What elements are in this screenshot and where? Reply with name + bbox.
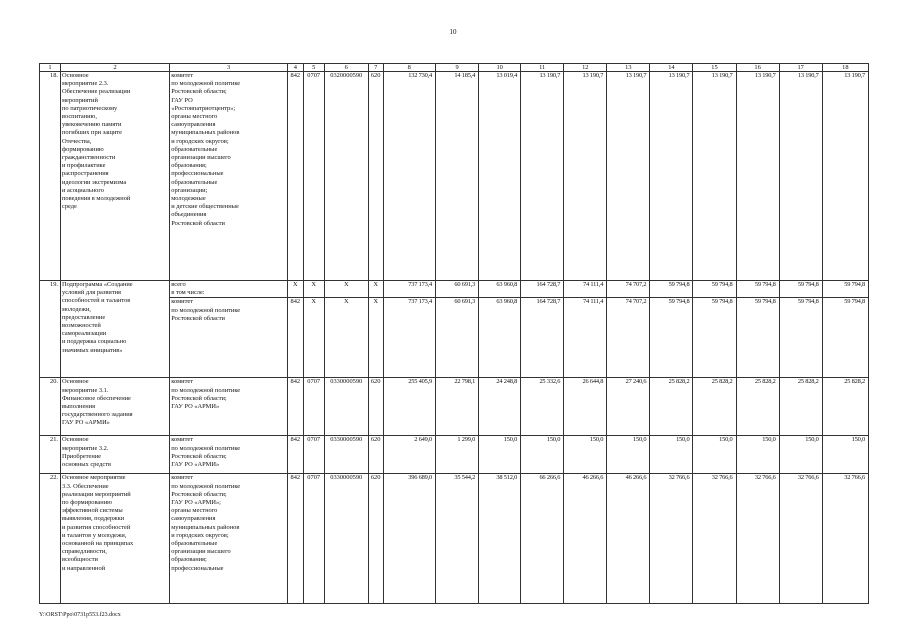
amount-cell: 25 828,2 — [650, 378, 693, 436]
amount-cell: 164 728,7 — [521, 298, 564, 378]
row-number: 21. — [40, 436, 61, 474]
amount-cell: 150,0 — [779, 436, 822, 474]
section-code: 0707 — [303, 474, 324, 604]
amount-cell: 24 248,8 — [479, 378, 521, 436]
row-number: 18. — [40, 72, 61, 281]
expense-type-code: 620 — [368, 474, 383, 604]
amount-cell: 59 794,8 — [736, 298, 779, 378]
amount-cell: 35 544,2 — [436, 474, 479, 604]
executor: комитет по молодежной политике Ростовской области — [170, 298, 288, 378]
expense-type-code: X — [368, 298, 383, 378]
amount-cell: 32 766,6 — [693, 474, 736, 604]
expense-type-code: 620 — [368, 436, 383, 474]
amount-cell: 25 828,2 — [779, 378, 822, 436]
program-name: Основное мероприятие 2.3. Обеспечение реализации мероприятий по патриотическому воспитанию, увековечению памяти погибших при защите Отечества, формированию гражданственности и профилактике распространения идеологии экстремизма и асоциального поведения в молодежной среде — [61, 72, 170, 281]
amount-cell: 38 512,0 — [479, 474, 521, 604]
grbs-code: 842 — [287, 378, 303, 436]
amount-cell: 74 707,2 — [607, 298, 650, 378]
amount-cell: 59 794,8 — [693, 298, 736, 378]
amount-cell: 150,0 — [736, 436, 779, 474]
amount-cell: 13 190,7 — [822, 72, 868, 281]
column-number-header: 18 — [822, 64, 868, 72]
amount-cell: 13 190,7 — [607, 72, 650, 281]
amount-cell: 737 173,4 — [383, 298, 436, 378]
amount-cell: 32 766,6 — [736, 474, 779, 604]
amount-cell: 59 794,8 — [779, 298, 822, 378]
column-number-header: 11 — [521, 64, 564, 72]
amount-cell: 59 794,8 — [779, 281, 822, 298]
column-number-header: 13 — [607, 64, 650, 72]
table-row — [40, 436, 869, 474]
amount-cell: 150,0 — [650, 436, 693, 474]
table-row — [40, 281, 869, 298]
expense-type-code: 620 — [368, 72, 383, 281]
section-code: X — [303, 298, 324, 378]
amount-cell: 26 644,8 — [564, 378, 607, 436]
amount-cell: 74 111,4 — [564, 298, 607, 378]
amount-cell: 14 185,4 — [436, 72, 479, 281]
amount-cell: 25 828,2 — [822, 378, 868, 436]
section-code: 0707 — [303, 378, 324, 436]
amount-cell: 255 405,9 — [383, 378, 436, 436]
amount-cell: 164 728,7 — [521, 281, 564, 298]
table-row — [40, 474, 869, 604]
amount-cell: 13 190,7 — [736, 72, 779, 281]
grbs-code: 842 — [287, 436, 303, 474]
row-number: 19. — [40, 281, 61, 378]
amount-cell: 2 649,0 — [383, 436, 436, 474]
amount-cell: 22 798,1 — [436, 378, 479, 436]
grbs-code: 842 — [287, 474, 303, 604]
amount-cell: 59 794,8 — [822, 298, 868, 378]
amount-cell: 63 960,8 — [479, 298, 521, 378]
program-name: Основное мероприятие 3.1. Финансовое обеспечение выполнения государственного задания ГАУ РО «АРМИ» — [61, 378, 170, 436]
amount-cell: 150,0 — [521, 436, 564, 474]
column-number-header: 8 — [383, 64, 436, 72]
amount-cell: 66 266,6 — [521, 474, 564, 604]
column-number-header: 10 — [479, 64, 521, 72]
amount-cell: 132 730,4 — [383, 72, 436, 281]
amount-cell: 59 794,8 — [650, 281, 693, 298]
amount-cell: 59 794,8 — [650, 298, 693, 378]
section-code: 0707 — [303, 72, 324, 281]
amount-cell: 32 766,6 — [650, 474, 693, 604]
table-row — [40, 72, 869, 281]
amount-cell: 27 240,6 — [607, 378, 650, 436]
column-number-header: 6 — [324, 64, 368, 72]
amount-cell: 150,0 — [822, 436, 868, 474]
budget-table — [39, 63, 869, 604]
column-number-header: 2 — [61, 64, 170, 72]
amount-cell: 13 190,7 — [564, 72, 607, 281]
column-number-header: 14 — [650, 64, 693, 72]
amount-cell: 46 266,6 — [564, 474, 607, 604]
amount-cell: 25 828,2 — [736, 378, 779, 436]
column-number-header: 12 — [564, 64, 607, 72]
amount-cell: 13 190,7 — [779, 72, 822, 281]
grbs-code: 842 — [287, 72, 303, 281]
amount-cell: 60 691,3 — [436, 298, 479, 378]
amount-cell: 1 299,0 — [436, 436, 479, 474]
executor: всего в том числе: — [170, 281, 288, 298]
target-article-code: X — [324, 298, 368, 378]
column-number-header: 7 — [368, 64, 383, 72]
amount-cell: 74 111,4 — [564, 281, 607, 298]
amount-cell: 150,0 — [693, 436, 736, 474]
amount-cell: 59 794,8 — [693, 281, 736, 298]
target-article-code: X — [324, 281, 368, 298]
amount-cell: 63 960,8 — [479, 281, 521, 298]
amount-cell: 25 332,6 — [521, 378, 564, 436]
amount-cell: 13 190,7 — [521, 72, 564, 281]
column-number-header: 9 — [436, 64, 479, 72]
amount-cell: 46 266,6 — [607, 474, 650, 604]
amount-cell: 32 766,6 — [822, 474, 868, 604]
row-number: 20. — [40, 378, 61, 436]
amount-cell: 13 190,7 — [650, 72, 693, 281]
page-number: 10 — [449, 28, 457, 36]
column-number-header: 1 — [40, 64, 61, 72]
target-article-code: 0330000590 — [324, 474, 368, 604]
table-row — [40, 378, 869, 436]
amount-cell: 737 173,4 — [383, 281, 436, 298]
amount-cell: 59 794,8 — [822, 281, 868, 298]
amount-cell: 150,0 — [564, 436, 607, 474]
header-row — [40, 64, 869, 72]
column-number-header: 3 — [170, 64, 288, 72]
column-number-header: 15 — [693, 64, 736, 72]
amount-cell: 60 691,3 — [436, 281, 479, 298]
section-code: 0707 — [303, 436, 324, 474]
amount-cell: 396 689,0 — [383, 474, 436, 604]
section-code: X — [303, 281, 324, 298]
executor: комитет по молодежной политике Ростовской области; ГАУ РО «АРМИ»; органы местного самоуправления муниципальных районов и городских округов; образовательные организации высшего образования; профессиональные — [170, 474, 288, 604]
amount-cell: 13 019,4 — [479, 72, 521, 281]
target-article-code: 0330000590 — [324, 436, 368, 474]
column-number-header: 5 — [303, 64, 324, 72]
grbs-code: X — [287, 281, 303, 298]
amount-cell: 150,0 — [607, 436, 650, 474]
program-name: Основное мероприятие 3.3. Обеспечение реализации мероприятий по формированию эффективной системы выявления, поддержки и развития способностей и талантов у молодежи, основанной на принципах справедливости, всеобщности и направленной — [61, 474, 170, 604]
target-article-code: 0330000590 — [324, 378, 368, 436]
amount-cell: 32 766,6 — [779, 474, 822, 604]
executor: комитет по молодежной политике Ростовской области; ГАУ РО «АРМИ» — [170, 378, 288, 436]
column-number-header: 16 — [736, 64, 779, 72]
grbs-code: 842 — [287, 298, 303, 378]
column-number-header: 17 — [779, 64, 822, 72]
program-name: Подпрограмма «Создание условий для развития способностей и талантов молодежи, предоставление возможностей самореализации и поддержка социально значимых инициатив» — [61, 281, 170, 378]
column-number-header: 4 — [287, 64, 303, 72]
program-name: Основное мероприятие 3.2. Приобретение основных средств — [61, 436, 170, 474]
target-article-code: 0320000590 — [324, 72, 368, 281]
executor: комитет по молодежной политике Ростовской области; ГАУ РО «Ростовпатриотцентр»; органы местного самоуправления муниципальных районов и городских округов; образовательные организации высшего образования; профессиональные образовательные организации; молодежные и детские общественные объединения Ростовской области — [170, 72, 288, 281]
amount-cell: 59 794,8 — [736, 281, 779, 298]
executor: комитет по молодежной политике Ростовской области; ГАУ РО «АРМИ» — [170, 436, 288, 474]
expense-type-code: 620 — [368, 378, 383, 436]
row-number: 22. — [40, 474, 61, 604]
amount-cell: 13 190,7 — [693, 72, 736, 281]
expense-type-code: X — [368, 281, 383, 298]
amount-cell: 74 707,2 — [607, 281, 650, 298]
amount-cell: 150,0 — [479, 436, 521, 474]
amount-cell: 25 828,2 — [693, 378, 736, 436]
file-path-footer: Y:\ORST\Ppo\0731p553.f23.docx — [39, 612, 121, 618]
